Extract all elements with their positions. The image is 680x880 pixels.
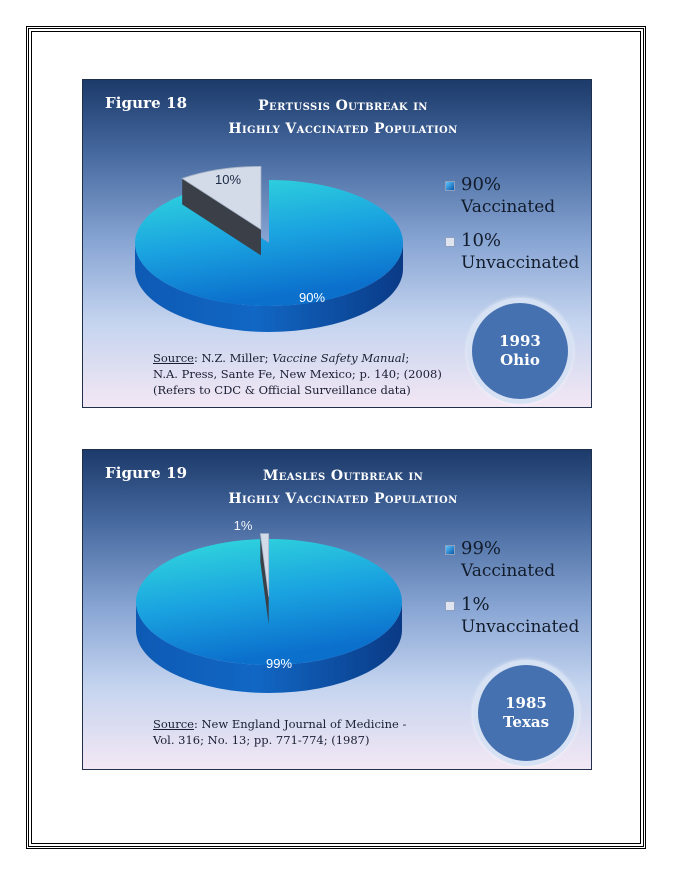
legend-swatch-unvaccinated: [445, 601, 455, 611]
data-label-vaccinated: 90%: [298, 290, 326, 305]
source-line-2: Vol. 316; No. 13; pp. 771-774; (1987): [153, 733, 370, 747]
source-line-2: N.A. Press, Sante Fe, New Mexico; p. 140; (2008): [153, 367, 442, 381]
figure-18-panel: [82, 79, 592, 408]
legend-swatch-vaccinated: [445, 545, 455, 555]
data-label-unvaccinated: 10%: [214, 172, 242, 187]
source-title: Vaccine Safety Manual: [272, 351, 406, 365]
source-citation: [153, 350, 442, 398]
legend-sublabel: Vaccinated: [461, 197, 556, 217]
figure-label: Figure 18: [105, 94, 188, 112]
source-citation: [153, 716, 406, 748]
legend-sublabel: Unvaccinated: [461, 253, 580, 273]
source-text: ;: [405, 351, 410, 365]
source-text: : N.Z. Miller;: [193, 351, 273, 365]
legend-label: 90%: [461, 174, 502, 195]
source-lead: Source: [153, 717, 194, 731]
legend-label: 1%: [461, 594, 490, 615]
pie-slice-vaccinated: [135, 180, 403, 306]
chart-title-line-1: Measles Outbreak in: [262, 468, 424, 484]
legend: [445, 538, 579, 650]
badge-year: 1985: [505, 694, 547, 712]
legend: [445, 174, 579, 286]
legend-label: 99%: [461, 538, 502, 559]
legend-entry-unvaccinated: [445, 230, 579, 274]
legend-entry-unvaccinated: [445, 594, 579, 638]
data-label-unvaccinated: 1%: [233, 518, 253, 533]
legend-sublabel: Vaccinated: [461, 561, 556, 581]
legend-label: 10%: [461, 230, 502, 251]
figure-label: Figure 19: [105, 464, 188, 482]
badge-year: 1993: [499, 332, 541, 350]
data-label-vaccinated: 99%: [265, 656, 293, 671]
badge-place: Texas: [502, 713, 550, 731]
location-badge: [473, 660, 579, 766]
chart-title-line-2: Highly Vaccinated Population: [228, 491, 458, 507]
source-text: : New England Journal of Medicine -: [193, 717, 407, 731]
figure-19-panel: [82, 449, 592, 770]
source-lead: Source: [153, 351, 194, 365]
badge-place: Ohio: [500, 351, 540, 369]
chart-title-line-1: Pertussis Outbreak in: [258, 98, 428, 114]
source-line-3: (Refers to CDC & Official Surveillance data): [153, 383, 411, 397]
legend-sublabel: Unvaccinated: [461, 617, 580, 637]
legend-swatch-vaccinated: [445, 181, 455, 191]
legend-entry-vaccinated: [445, 538, 579, 582]
legend-entry-vaccinated: [445, 174, 579, 218]
legend-swatch-unvaccinated: [445, 237, 455, 247]
location-badge: [467, 298, 573, 404]
chart-title-line-2: Highly Vaccinated Population: [228, 121, 458, 137]
